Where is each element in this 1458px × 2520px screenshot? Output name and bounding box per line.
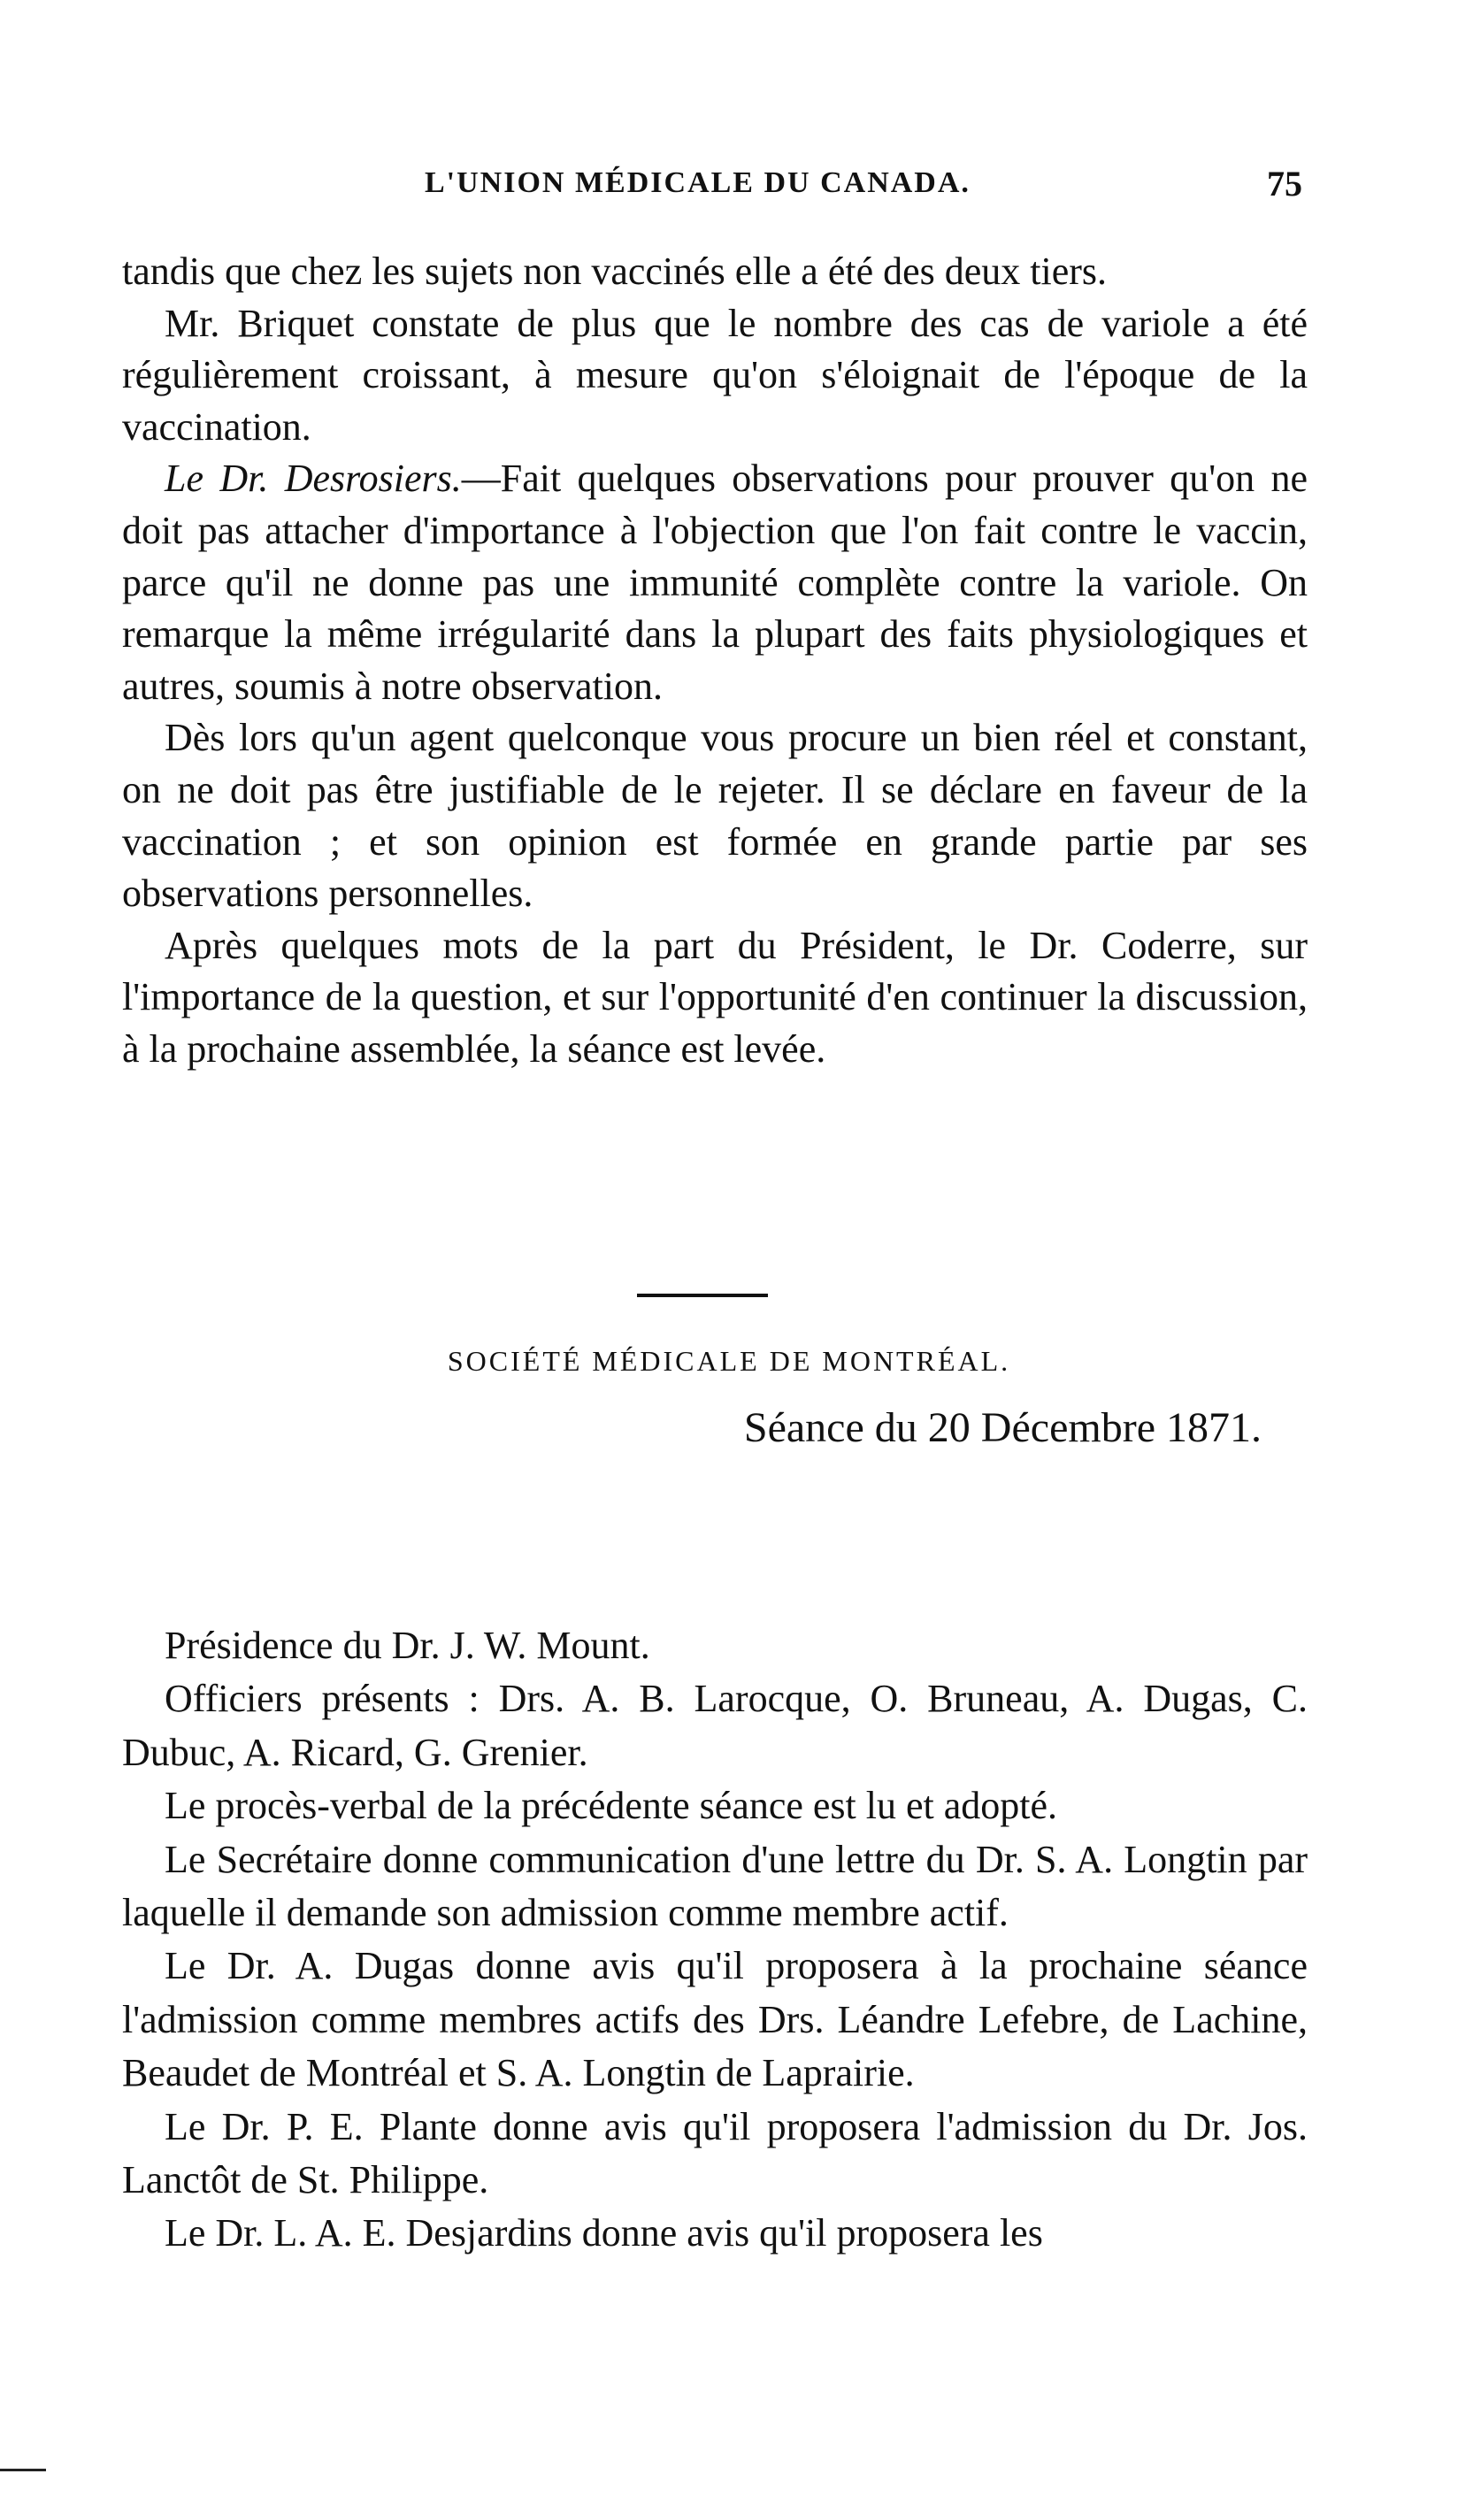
running-title: L'UNION MÉDICALE DU CANADA. xyxy=(425,166,971,199)
paragraph-text: Le Dr. P. E. Plante donne avis qu'il proposera l'admission du Dr. Jos. Lanctôt de St. Philippe. xyxy=(122,2104,1308,2202)
paragraph xyxy=(122,1779,1308,1832)
paragraph xyxy=(122,1672,1308,1779)
paragraph-text: Le Secrétaire donne communication d'une lettre du Dr. S. A. Longtin par laquelle il demande son admission comme membre actif. xyxy=(122,1837,1308,1935)
paragraph-text: Le Dr. A. Dugas donne avis qu'il proposera à la prochaine séance l'admission comme membres actifs des Drs. Léandre Lefebre, de Lachine, Beaudet de Montréal et S. A. Longtin de Laprairie. xyxy=(122,1944,1308,2095)
session-date: Séance du 20 Décembre 1871. xyxy=(743,1404,1262,1451)
paragraph xyxy=(122,920,1308,1076)
margin-mark xyxy=(0,2469,46,2471)
section-heading: SOCIÉTÉ MÉDICALE DE MONTRÉAL. xyxy=(447,1345,1011,1377)
paragraph-text: tandis que chez les sujets non vaccinés elle a été des deux tiers. xyxy=(122,250,1108,293)
paragraph-text: Présidence du Dr. J. W. Mount. xyxy=(165,1624,650,1667)
lower-text-block xyxy=(122,1619,1308,2261)
paragraph xyxy=(122,298,1308,454)
paragraph xyxy=(122,2101,1308,2208)
paragraph-text: Après quelques mots de la part du Président, le Dr. Coderre, sur l'importance de la question, et sur l'opportunité d'en continuer la discussion, à la prochaine assemblée, la séance est levée. xyxy=(122,923,1308,1071)
speaker-name: Le Dr. Desrosiers. xyxy=(165,457,462,501)
paragraph-text: Dès lors qu'un agent quelconque vous procure un bien réel et constant, on ne doit pas être justifiable de le rejeter. Il se déclare en faveur de la vaccination ; et son opinion est formée en grande partie par ses observations personnelles. xyxy=(122,716,1308,916)
paragraph xyxy=(122,2207,1308,2260)
paragraph-text: Mr. Briquet constate de plus que le nombre des cas de variole a été régulièrement croissant, à mesure qu'on s'éloignait de l'époque de la vaccination. xyxy=(122,301,1308,449)
paragraph xyxy=(122,453,1308,712)
upper-text-block xyxy=(122,246,1308,1076)
paragraph-text: Officiers présents : Drs. A. B. Larocque, O. Bruneau, A. Dugas, C. Dubuc, A. Ricard, G. Grenier. xyxy=(122,1677,1308,1774)
paragraph-text: Le Dr. L. A. E. Desjardins donne avis qu'il proposera les xyxy=(165,2211,1043,2255)
page-number: 75 xyxy=(1267,164,1302,204)
paragraph-text: Le procès-verbal de la précédente séance est lu et adopté. xyxy=(165,1784,1058,1828)
paragraph xyxy=(122,712,1308,919)
paragraph xyxy=(122,1833,1308,1940)
paragraph xyxy=(122,1619,1308,1672)
paragraph xyxy=(122,246,1308,298)
paragraph-text: —Fait quelques observations pour prouver qu'on ne doit pas attacher d'importance à l'objection que l'on fait contre le vaccin, parce qu'il ne donne pas une immunité complète contre la variole. On remarque la même irrégularité dans la plupart des faits physiologiques et autres, soumis à notre observation. xyxy=(122,457,1308,708)
paragraph xyxy=(122,1940,1308,2100)
section-divider xyxy=(637,1294,768,1297)
